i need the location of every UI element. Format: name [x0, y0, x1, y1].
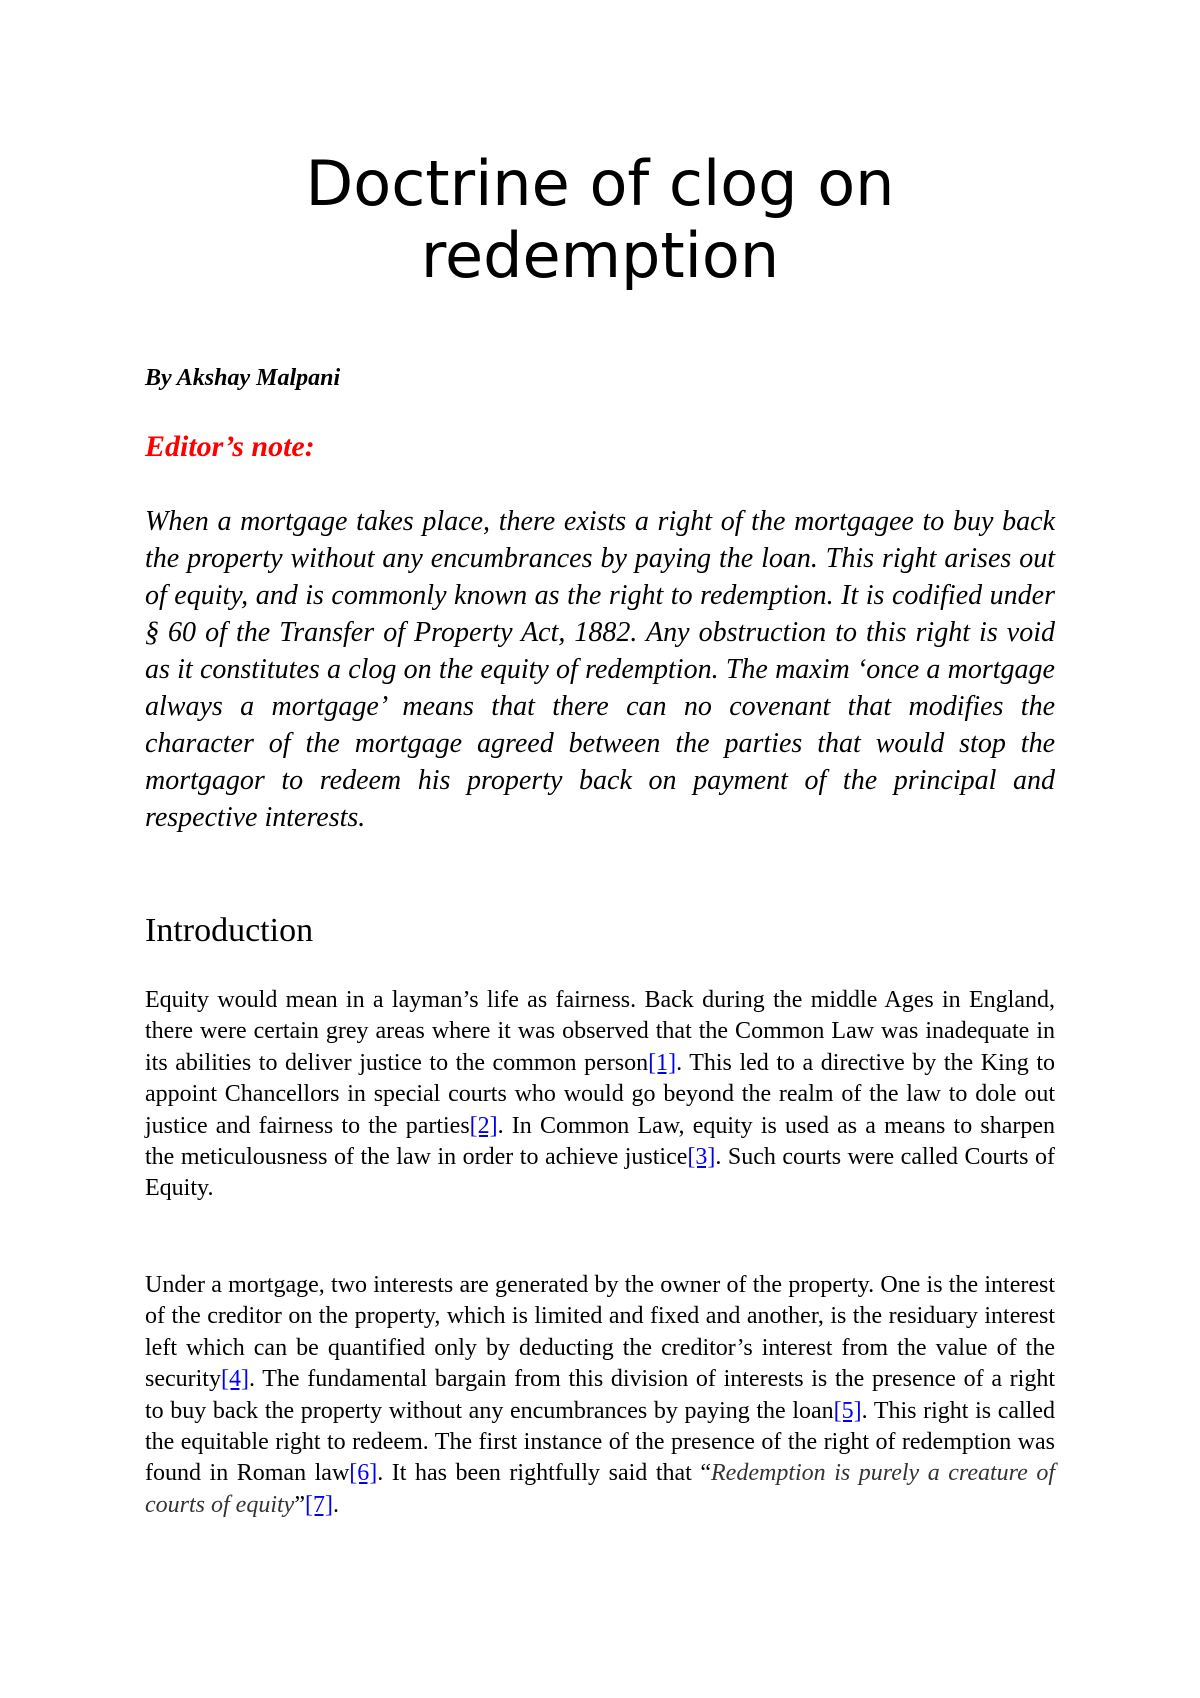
- footnote-link-5[interactable]: [5]: [833, 1397, 862, 1424]
- text-run: Equity would mean in a layman’s life as fairness. Back during the middle Ages in England, there were certain grey areas where it was observed that the Common Law was inadequate in its abilities to deliver justice to the common person: [145, 987, 1055, 1076]
- footnote-link-2[interactable]: [2]: [469, 1112, 498, 1139]
- author-byline: By Akshay Malpani: [145, 365, 341, 391]
- text-run: . It has been rightfully said that “: [377, 1460, 712, 1487]
- text-run: Under a mortgage, two interests are generated by the owner of the property. One is the interest of the creditor on the property, which is limited and fixed and another, is the residuary interest left which can be quantified only by deducting the creditor’s interest from the value of the security: [145, 1272, 1055, 1393]
- footnote-link-6[interactable]: [6]: [349, 1460, 378, 1487]
- intro-paragraph-1: [145, 985, 1055, 1205]
- editor-note-text: When a mortgage takes place, there exists a right of the mortgagee to buy back the property without any encumbrances by paying the loan. This right arises out of equity, and is commonly known as the right to redemption. It is codified under § 60 of the Transfer of Property Act, 1882. Any obstruction to this right is void as it constitutes a clog on the equity of redemption. The maxim ‘once a mortgage always a mortgage’ means that there can no covenant that modifies the character of the mortgage agreed between the parties that would stop the mortgagor to redeem his property back on payment of the principal and respective interests.: [145, 506, 1055, 833]
- text-run: .: [332, 1491, 339, 1518]
- footnote-link-4[interactable]: [4]: [220, 1366, 249, 1393]
- document-title: [0, 148, 1200, 292]
- text-run: . Such courts were called Courts of Equity.: [145, 1144, 1055, 1202]
- text-run: . This right is called the equitable right to redeem. The first instance of the presence of the right of redemption was found in Roman law: [145, 1397, 1055, 1487]
- text-run: . The fundamental bargain from this division of interests is the presence of a right to buy back the property without any encumbrances by paying the loan: [145, 1366, 1055, 1424]
- text-run: ”: [294, 1491, 305, 1518]
- editor-note-heading: Editor’s note:: [145, 430, 315, 463]
- intro-paragraph-2: [145, 1270, 1055, 1521]
- text-run: . In Common Law, equity is used as a means to sharpen the meticulousness of the law in order to achieve justice: [145, 1112, 1056, 1171]
- text-run: . This led to a directive by the King to appoint Chancellors in special courts who would go beyond the realm of the law to dole out justice and fairness to the parties: [145, 1049, 1055, 1139]
- footnote-link-7[interactable]: [7]: [304, 1491, 333, 1518]
- quoted-text: Redemption is purely a creature of courts of equity: [145, 1460, 1055, 1518]
- title-line-2: redemption: [420, 219, 780, 292]
- footnote-link-3[interactable]: [3]: [687, 1144, 716, 1171]
- section-heading-introduction: Introduction: [145, 912, 314, 949]
- footnote-link-1[interactable]: [1]: [648, 1049, 677, 1076]
- title-line-1: Doctrine of clog on: [305, 147, 895, 220]
